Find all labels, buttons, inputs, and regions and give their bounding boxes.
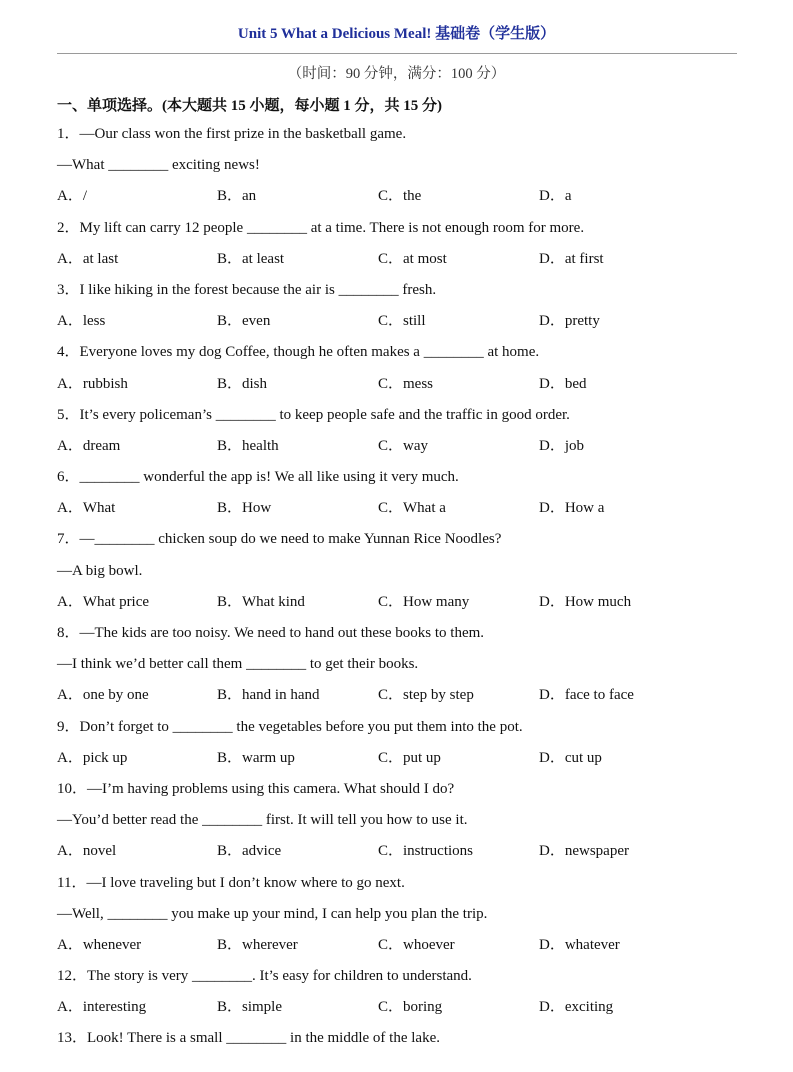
option-b[interactable]: B．warm up (217, 749, 295, 766)
option-b[interactable]: B．at least (217, 250, 285, 267)
question-line: —I think we’d better call them ________ to get their books. (57, 656, 419, 673)
question-item (57, 213, 747, 275)
question-stem: 5．It’s every policeman’s ________ to keep people safe and the traffic in good order. (57, 406, 570, 423)
option-a[interactable]: A．at last (57, 250, 119, 267)
option-d[interactable]: D．at first (539, 250, 604, 267)
options-row (57, 493, 747, 524)
question-item (57, 275, 747, 337)
question-stem: 6．________ wonderful the app is! We all like using it very much. (57, 469, 459, 486)
option-a[interactable]: A．rubbish (57, 375, 128, 392)
question-stem: 12．The story is very ________. It’s easy for children to understand. (57, 968, 472, 985)
option-d[interactable]: D．How much (539, 593, 632, 610)
question-stem: 11．—I love traveling but I don’t know where to go next. (57, 874, 405, 891)
question-item (57, 119, 747, 213)
option-c[interactable]: C．still (378, 313, 426, 330)
option-d[interactable]: D．job (539, 437, 585, 454)
options-row (57, 743, 747, 774)
option-d[interactable]: D．bed (539, 375, 587, 392)
options-row (57, 244, 747, 275)
option-c[interactable]: C．instructions (378, 843, 474, 860)
option-b[interactable]: B．What kind (217, 593, 305, 610)
document-title: Unit 5 What a Delicious Meal! 基础卷（学生版） (237, 26, 556, 42)
question-line: —A big bowl. (57, 562, 143, 579)
option-a[interactable]: A．pick up (57, 749, 128, 766)
option-c[interactable]: C．at most (378, 250, 447, 267)
question-stem: 9．Don’t forget to ________ the vegetables before you put them into the pot. (57, 718, 523, 735)
option-b[interactable]: B．hand in hand (217, 687, 320, 704)
question-item (57, 1023, 747, 1054)
option-c[interactable]: C．the (378, 188, 422, 205)
option-b[interactable]: B．health (217, 437, 279, 454)
option-a[interactable]: A．What price (57, 593, 150, 610)
option-d[interactable]: D．pretty (539, 313, 600, 330)
option-d[interactable]: D．newspaper (539, 843, 629, 860)
option-a[interactable]: A．interesting (57, 999, 147, 1016)
option-c[interactable]: C．step by step (378, 687, 474, 704)
options-row (57, 181, 747, 212)
option-a[interactable]: A．/ (57, 188, 88, 205)
question-stem: 7．—________ chicken soup do we need to make Yunnan Rice Noodles? (57, 531, 502, 548)
options-row (57, 992, 747, 1023)
question-stem: 13．Look! There is a small ________ in the middle of the lake. (57, 1030, 440, 1047)
options-row (57, 930, 747, 961)
option-b[interactable]: B．an (217, 188, 257, 205)
question-line: —What ________ exciting news! (57, 157, 260, 174)
option-a[interactable]: A．What (57, 500, 116, 517)
question-stem: 4．Everyone loves my dog Coffee, though he often makes a ________ at home. (57, 344, 540, 361)
options-row (57, 431, 747, 462)
question-stem: 8．—The kids are too noisy. We need to hand out these books to them. (57, 625, 485, 641)
option-a[interactable]: A．less (57, 313, 106, 330)
option-c[interactable]: C．What a (378, 500, 446, 517)
options-row (57, 306, 747, 337)
option-b[interactable]: B．simple (217, 999, 283, 1016)
option-d[interactable]: D．face to face (539, 687, 634, 704)
option-d[interactable]: D．How a (539, 500, 605, 517)
option-b[interactable]: B．advice (217, 843, 282, 860)
question-item (57, 618, 747, 712)
question-line: —Well, ________ you make up your mind, I can help you plan the trip. (57, 905, 488, 922)
question-list (57, 119, 747, 1055)
question-item (57, 774, 747, 868)
options-row (57, 587, 747, 618)
question-item (57, 337, 747, 399)
option-d[interactable]: D．whatever (539, 936, 620, 953)
question-stem: 2．My lift can carry 12 people ________ at a time. There is not enough room for more. (57, 219, 585, 236)
option-c[interactable]: C．mess (378, 375, 434, 392)
question-line: —You’d better read the ________ first. It will tell you how to use it. (57, 812, 468, 829)
exam-info: （时间：90 分钟，满分：100 分） (287, 66, 506, 82)
question-item (57, 462, 747, 524)
question-item (57, 524, 747, 618)
option-c[interactable]: C．way (378, 437, 428, 454)
option-c[interactable]: C．boring (378, 999, 443, 1016)
option-b[interactable]: B．How (217, 500, 272, 517)
option-b[interactable]: B．wherever (217, 936, 298, 953)
option-b[interactable]: B．even (217, 313, 271, 330)
options-row (57, 680, 747, 711)
option-a[interactable]: A．dream (57, 437, 121, 454)
question-stem: 10．—I’m having problems using this camera. What should I do? (57, 780, 455, 797)
option-c[interactable]: C．How many (378, 593, 470, 610)
header-divider (57, 53, 737, 54)
question-item (57, 868, 747, 962)
options-row (57, 836, 747, 867)
option-d[interactable]: D．exciting (539, 999, 614, 1016)
option-a[interactable]: A．whenever (57, 936, 142, 953)
question-stem: 1．—Our class won the first prize in the basketball game. (57, 126, 407, 142)
option-d[interactable]: D．a (539, 188, 572, 205)
options-row (57, 369, 747, 400)
option-c[interactable]: C．whoever (378, 936, 455, 953)
option-d[interactable]: D．cut up (539, 749, 602, 766)
question-item (57, 400, 747, 462)
option-c[interactable]: C．put up (378, 749, 441, 766)
section-heading: 一、单项选择。(本大题共 15 小题，每小题 1 分，共 15 分) (57, 98, 442, 114)
question-item (57, 961, 747, 1023)
question-stem: 3．I like hiking in the forest because the air is ________ fresh. (57, 281, 437, 298)
option-a[interactable]: A．one by one (57, 687, 149, 704)
option-a[interactable]: A．novel (57, 843, 117, 860)
option-b[interactable]: B．dish (217, 375, 268, 392)
question-item (57, 712, 747, 774)
